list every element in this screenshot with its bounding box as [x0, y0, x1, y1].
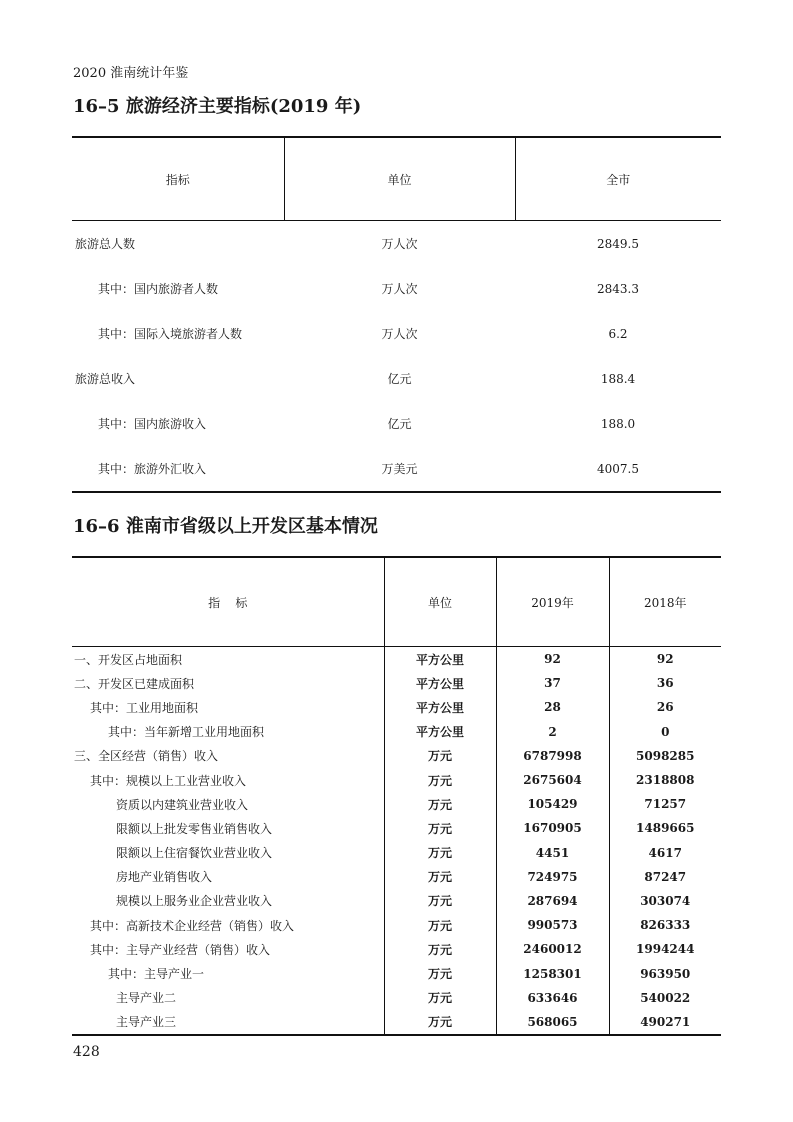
running-header: 2020 淮南统计年鉴 [73, 66, 189, 81]
row-value-2019: 2675604 [496, 768, 609, 792]
row-unit: 平方公里 [384, 671, 496, 695]
row-label: 旅游总人数 [75, 237, 136, 251]
table2-header-2018: 2018年 [609, 557, 721, 647]
table2-header-unit: 单位 [384, 557, 496, 647]
table-row [72, 768, 721, 792]
row-value-2019: 37 [496, 671, 609, 695]
table2-header-2019: 2019年 [496, 557, 609, 647]
table-row [72, 647, 721, 672]
table1-title: 16–5 旅游经济主要指标(2019 年) [73, 96, 362, 117]
table-row [72, 401, 721, 446]
row-label: 其中：规模以上工业营业收入 [90, 773, 247, 788]
table1-header-row [72, 137, 721, 221]
row-label: 一、开发区占地面积 [74, 652, 183, 667]
table-row [72, 986, 721, 1010]
table-row [72, 744, 721, 768]
row-label: 限额以上住宿餐饮业营业收入 [116, 846, 273, 861]
row-value-2018: 36 [609, 671, 721, 695]
row-value-2019: 2 [496, 720, 609, 744]
row-value-2019: 633646 [496, 986, 609, 1010]
table2-body [72, 647, 721, 1036]
row-unit: 万元 [384, 889, 496, 913]
row-value-2018: 4617 [609, 841, 721, 865]
table-row [72, 865, 721, 889]
table-row [72, 1010, 721, 1035]
row-value-2018: 490271 [609, 1010, 721, 1035]
row-unit: 万美元 [381, 462, 418, 476]
row-label: 三、全区经营（销售）收入 [74, 749, 219, 764]
row-unit: 万元 [384, 913, 496, 937]
row-value-2018: 5098285 [609, 744, 721, 768]
row-value-2018: 303074 [609, 889, 721, 913]
row-unit: 万元 [384, 937, 496, 961]
row-value: 6.2 [608, 326, 628, 341]
table-row [72, 671, 721, 695]
table-row [72, 961, 721, 985]
row-unit: 万元 [384, 744, 496, 768]
row-value-2019: 92 [496, 647, 609, 672]
table-row [72, 266, 721, 311]
row-label: 其中：旅游外汇收入 [98, 462, 207, 476]
row-value-2019: 724975 [496, 865, 609, 889]
row-label: 其中：国内旅游收入 [98, 417, 207, 431]
table2-title: 16–6 淮南市省级以上开发区基本情况 [73, 516, 378, 537]
row-value-2018: 540022 [609, 986, 721, 1010]
row-value: 188.4 [600, 371, 636, 386]
row-value: 188.0 [600, 416, 636, 431]
row-value-2018: 1489665 [609, 816, 721, 840]
row-value-2019: 2460012 [496, 937, 609, 961]
row-unit: 万元 [384, 961, 496, 985]
row-value-2019: 568065 [496, 1010, 609, 1035]
row-value-2019: 6787998 [496, 744, 609, 768]
row-unit: 万元 [384, 816, 496, 840]
table1-header-city: 全市 [515, 137, 721, 221]
row-unit: 万元 [384, 792, 496, 816]
row-value-2019: 105429 [496, 792, 609, 816]
row-label: 限额以上批发零售业销售收入 [116, 821, 273, 836]
table-row [72, 221, 721, 267]
row-unit: 平方公里 [384, 695, 496, 719]
table-row [72, 889, 721, 913]
table-row [72, 841, 721, 865]
row-unit: 万元 [384, 865, 496, 889]
row-unit: 万人次 [381, 282, 418, 296]
row-value-2019: 287694 [496, 889, 609, 913]
row-value: 2843.3 [597, 281, 639, 296]
table2-header-row [72, 557, 721, 647]
row-label: 主导产业二 [116, 991, 177, 1006]
row-value-2018: 826333 [609, 913, 721, 937]
row-unit: 亿元 [387, 417, 412, 431]
row-label: 其中：工业用地面积 [90, 700, 199, 715]
row-unit: 平方公里 [384, 647, 496, 672]
row-value-2018: 87247 [609, 865, 721, 889]
row-value-2019: 28 [496, 695, 609, 719]
row-label: 其中：高新技术企业经营（销售）收入 [90, 918, 295, 933]
table-row [72, 937, 721, 961]
table1-header-indicator: 指标 [72, 137, 284, 221]
row-value-2018: 963950 [609, 961, 721, 985]
row-unit: 万元 [384, 768, 496, 792]
table-row [72, 913, 721, 937]
row-unit: 万人次 [381, 327, 418, 341]
row-value-2019: 990573 [496, 913, 609, 937]
row-value-2019: 1670905 [496, 816, 609, 840]
row-value-2018: 2318808 [609, 768, 721, 792]
row-unit: 万元 [384, 986, 496, 1010]
table-row [72, 356, 721, 401]
row-value: 2849.5 [597, 236, 639, 251]
table2-header-indicator: 指 标 [72, 557, 384, 647]
development-zone-table [72, 556, 721, 1036]
row-unit: 万元 [384, 841, 496, 865]
row-label: 旅游总收入 [75, 372, 136, 386]
tourism-indicators-table [72, 136, 721, 493]
row-label: 二、开发区已建成面积 [74, 676, 195, 691]
row-value-2018: 1994244 [609, 937, 721, 961]
row-label: 规模以上服务业企业营业收入 [116, 894, 273, 909]
row-label: 其中：当年新增工业用地面积 [108, 725, 265, 740]
row-label: 房地产业销售收入 [116, 870, 213, 885]
row-unit: 万人次 [381, 237, 418, 251]
row-label: 资质以内建筑业营业收入 [116, 797, 249, 812]
row-value-2019: 1258301 [496, 961, 609, 985]
row-value-2018: 92 [609, 647, 721, 672]
row-unit: 亿元 [387, 372, 412, 386]
row-value-2018: 0 [609, 720, 721, 744]
table1-header-unit: 单位 [284, 137, 515, 221]
row-value-2019: 4451 [496, 841, 609, 865]
table1-body [72, 221, 721, 493]
row-unit: 万元 [384, 1010, 496, 1035]
row-value-2018: 71257 [609, 792, 721, 816]
row-label: 其中：国内旅游者人数 [98, 282, 219, 296]
row-label: 其中：主导产业经营（销售）收入 [90, 942, 271, 957]
row-value-2018: 26 [609, 695, 721, 719]
row-label: 主导产业三 [116, 1015, 177, 1030]
row-label: 其中：主导产业一 [108, 967, 205, 982]
table-row [72, 720, 721, 744]
table-row [72, 816, 721, 840]
row-value: 4007.5 [597, 461, 639, 476]
page-number: 428 [73, 1044, 100, 1060]
table-row [72, 446, 721, 492]
row-label: 其中：国际入境旅游者人数 [98, 327, 243, 341]
table-row [72, 792, 721, 816]
table-row [72, 311, 721, 356]
row-unit: 平方公里 [384, 720, 496, 744]
table-row [72, 695, 721, 719]
